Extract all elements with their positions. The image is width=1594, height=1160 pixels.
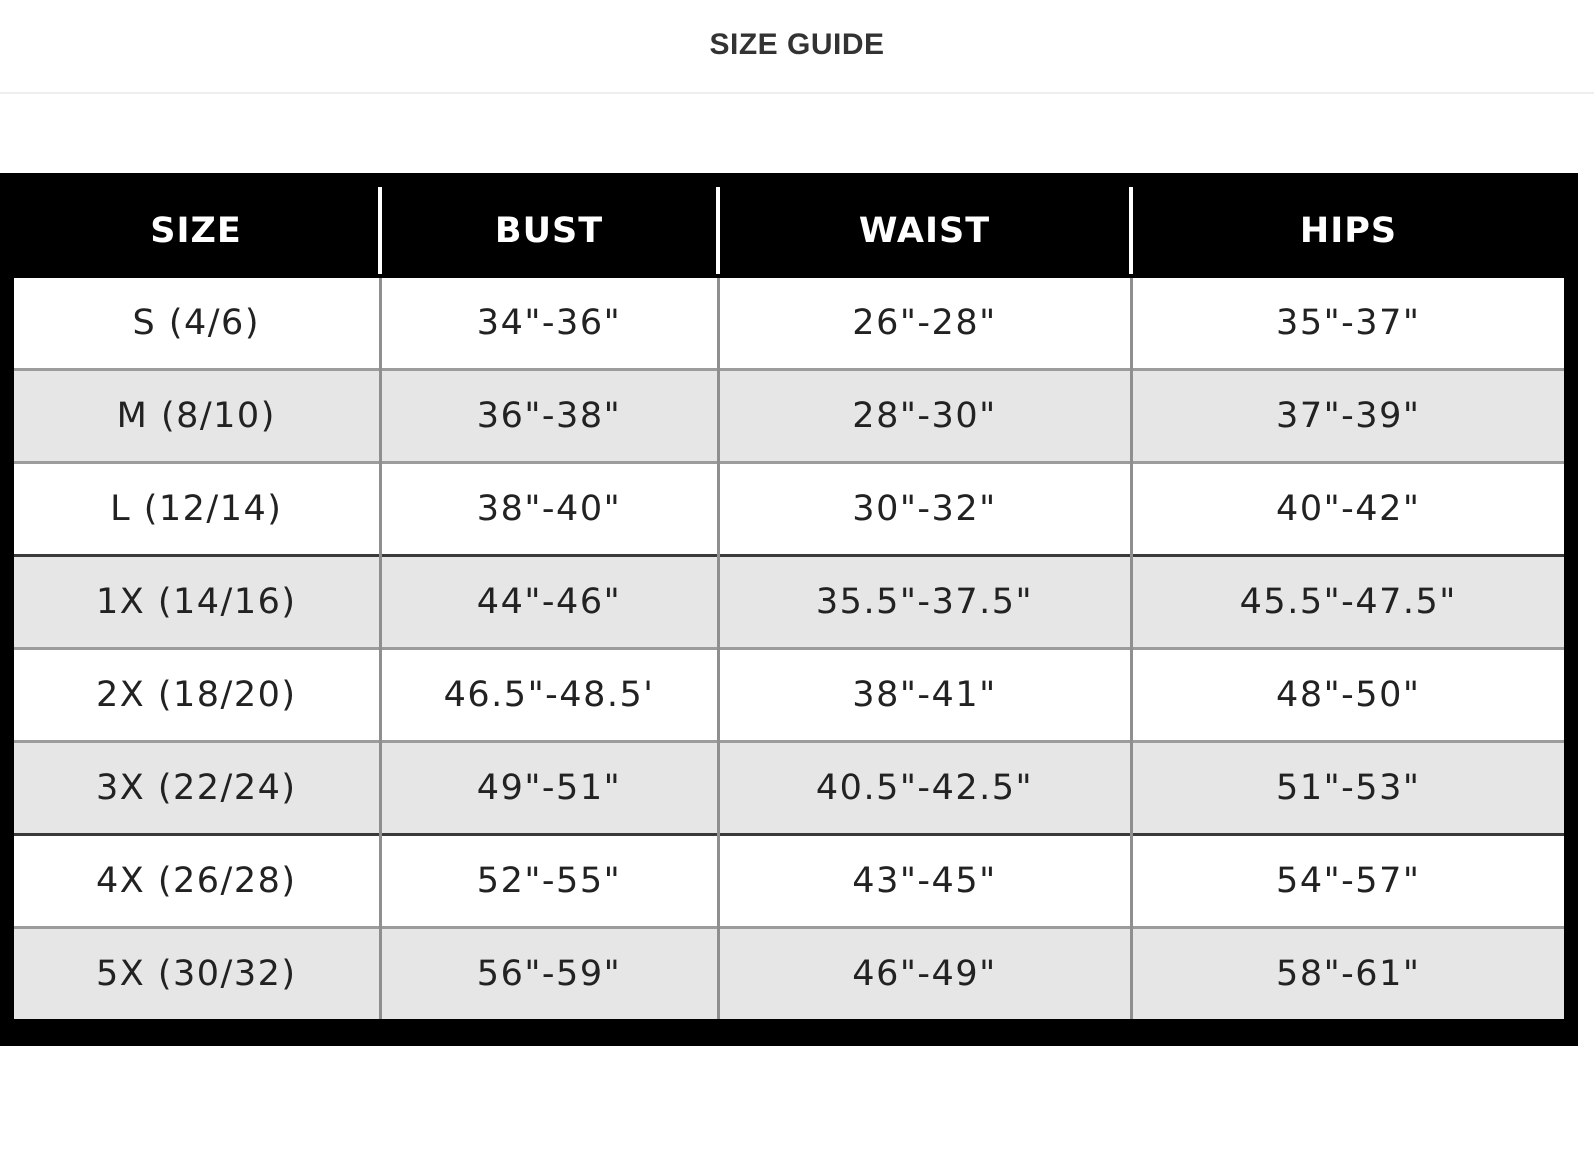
size-cell: S (4/6) (14, 276, 380, 370)
size-cell: 1X (14/16) (14, 556, 380, 649)
table-row (14, 370, 1564, 463)
column-header-size: SIZE (14, 187, 380, 276)
page-title: SIZE GUIDE (709, 28, 885, 61)
waist-cell: 30"-32" (718, 463, 1131, 556)
waist-cell: 28"-30" (718, 370, 1131, 463)
bust-cell: 34"-36" (380, 276, 718, 370)
hips-cell: 51"-53" (1131, 742, 1564, 835)
table-row (14, 276, 1564, 370)
size-cell: 4X (26/28) (14, 835, 380, 928)
bust-cell: 56"-59" (380, 928, 718, 1020)
hips-cell: 58"-61" (1131, 928, 1564, 1020)
table-row (14, 649, 1564, 742)
waist-cell: 46"-49" (718, 928, 1131, 1020)
size-cell: 5X (30/32) (14, 928, 380, 1020)
page-header (0, 0, 1594, 94)
bust-cell: 46.5"-48.5' (380, 649, 718, 742)
waist-cell: 35.5"-37.5" (718, 556, 1131, 649)
size-cell: L (12/14) (14, 463, 380, 556)
column-header-bust: BUST (380, 187, 718, 276)
waist-cell: 40.5"-42.5" (718, 742, 1131, 835)
table-row (14, 463, 1564, 556)
table-header-row (14, 187, 1564, 276)
table-row (14, 742, 1564, 835)
size-cell: M (8/10) (14, 370, 380, 463)
hips-cell: 37"-39" (1131, 370, 1564, 463)
bust-cell: 52"-55" (380, 835, 718, 928)
table-row (14, 835, 1564, 928)
waist-cell: 38"-41" (718, 649, 1131, 742)
hips-cell: 40"-42" (1131, 463, 1564, 556)
column-header-hips: HIPS (1131, 187, 1564, 276)
hips-cell: 45.5"-47.5" (1131, 556, 1564, 649)
size-chart (0, 173, 1578, 1046)
table-row (14, 928, 1564, 1020)
column-header-waist: WAIST (718, 187, 1131, 276)
bust-cell: 44"-46" (380, 556, 718, 649)
waist-cell: 26"-28" (718, 276, 1131, 370)
bust-cell: 38"-40" (380, 463, 718, 556)
bust-cell: 49"-51" (380, 742, 718, 835)
hips-cell: 35"-37" (1131, 276, 1564, 370)
hips-cell: 54"-57" (1131, 835, 1564, 928)
hips-cell: 48"-50" (1131, 649, 1564, 742)
size-cell: 2X (18/20) (14, 649, 380, 742)
bust-cell: 36"-38" (380, 370, 718, 463)
size-table (14, 187, 1564, 1019)
table-row (14, 556, 1564, 649)
waist-cell: 43"-45" (718, 835, 1131, 928)
size-cell: 3X (22/24) (14, 742, 380, 835)
